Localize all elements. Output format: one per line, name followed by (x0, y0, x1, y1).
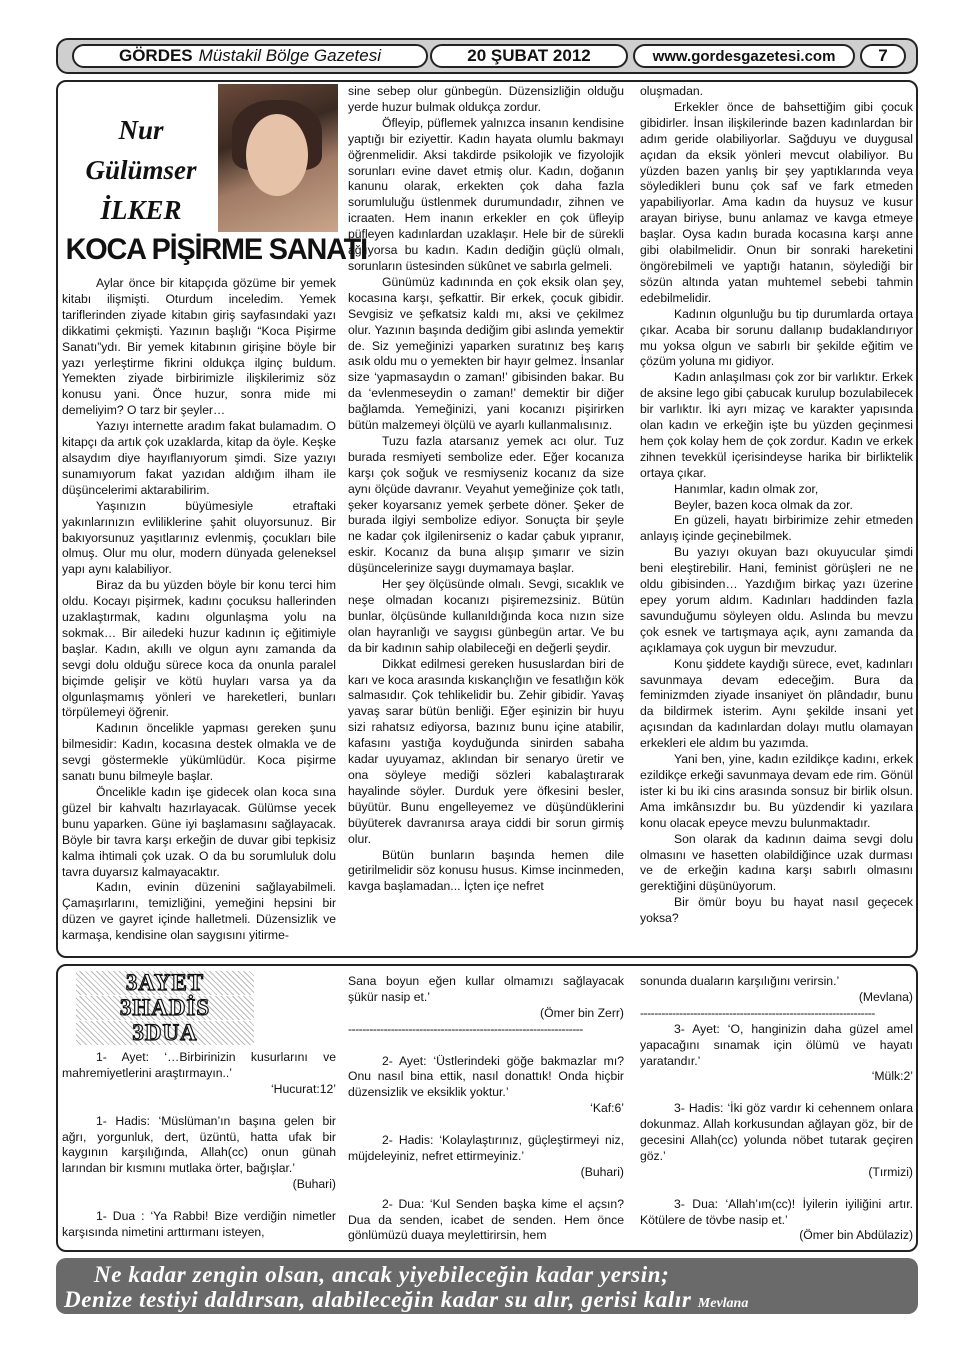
paragraph: Dikkat edilmesi gereken hususlardan biri de karı ve koca arasında kıskançlığın ve fesatlığın kök salmasıdır. Çok tehlikelidir bu. Zehir gibidir. Yavaş yavaş sarar bütün benliği. Eğer eşinizin bir huyu sizi rahatsız ediyorsa, bazınız bunu içine atabilir, kafasını yastığa koyduğunda sinirden sabaha kadar uyuyamaz, aklından bir senaryo üretir ve ona söyleye mediği sözleri kabalaştırarak hayalinde söyler. Durduk yere öfkesini besler, büyütür. Bunu engelleyemez ve düşündüklerini büyüterek davranırsa araya ciddi bir sorun girmiş olur. (348, 656, 624, 846)
author-photo (218, 84, 338, 232)
source-reference: (Ömer bin Zerr) (540, 1005, 624, 1020)
paragraph: En güzeli, hayatı birbirimize zehir etmeden anlayış içinde geçinebilmek. (640, 513, 913, 544)
paragraph: Bir ömür boyu bu hayat nasıl geçecek yoksa? (640, 895, 913, 926)
badge-line-ayet: 3AYET (76, 971, 254, 995)
paragraph: 1- Ayet: ‘…Birbirinizin kusurlarını ve mahremiyetlerini araştırmayın..’ (62, 1050, 336, 1080)
paragraph: 3- Ayet: ‘O, hanginizin daha güzel amel yapacağını sınamak için ölümü ve hayatı yaratandır.’ (640, 1021, 913, 1068)
divider: ------------------------------------------------------------------ (348, 1021, 583, 1036)
paragraph: Her şey ölçüsünde olmalı. Sevgi, sıcaklık ve neşe olmadan kocanızı pişiremezsiniz. Bütün bunlar, ölçüsünde kullanıldığında koca nızın size olan hayranlığı ve saygısı günbegün artar. Ve bu da bir kadının sahip olabileceği en değerli şeydir. (348, 577, 624, 655)
source-reference: (Tırmizi) (868, 1164, 913, 1179)
ayet-column-1 (62, 1050, 336, 1241)
badge-line-hadis: 3HADİS (76, 996, 254, 1020)
paragraph: Konu şiddete kaydığı sürece, evet, kadınları savunmaya devam edeceğim. Bura da feminizmden ziyade insaniyet ön plândadır, bunu da bildirmek isterim. Aynı şekilde insani yet açısından da kadınlardan dolayı mutlu olamayan erkekleri ele aldım bu yazımda. (640, 656, 913, 751)
paragraph: Öncelikle kadın işe gidecek olan koca sına güzel bir kahvaltı hazırlayacak. Gülümse yecek bunu yaparken. Güne iyi başlamasını sağlayacak. Böyle bir tavra karşı erkeğin de duvar gibi tepkisiz kalma ihtimali çok uzak. O da bu sorumluluk dolu tavra duyarsız kalmayacaktır. (62, 785, 336, 879)
ayet-column-2 (348, 974, 624, 1244)
paragraph: Günümüz kadınında en çok eksik olan şey, kocasına karşı, şefkattir. Bir erkek, çocuk gibidir. Sevgisiz ve şefkatsiz kaldı mı, aksi ve çekilmez olur. Yazının başında dediğim gibi aslında yemektir de. Siz yemeğinizi yaparken suratınız beş karış asık oldu mu o yemekten bir hayır gelmez. İnsanlar size ‘yapmasaydın o zaman!’ gibisinden bakar. Bu da ‘evlenmeseydin o zaman!’ demektir bir diğer bağlamda. Yemeğinizi, yani kocanızı pişirirken bütün malzemeyi ölçülü ve ayarlı kullanmalısınız. (348, 274, 624, 433)
paragraph: 1- Hadis: ‘Müslüman’ın başına gelen bir ağrı, yorgunluk, dert, üzüntü, hatta ufak bir kaygının karşılığında, Allah(cc) onun günah larından bir kısmını mutlaka örter, bağışlar.’ (62, 1113, 336, 1176)
paragraph: 3- Hadis: ‘İki göz vardır ki cehennem onlara dokunmaz. Allah korkusundan ağlayan göz, bir de gecesini Allah(cc) yolunda nöbet tutarak geçiren göz.’ (640, 1101, 913, 1163)
source-reference: (Mevlana) (858, 989, 913, 1004)
paper-subtitle: Müstakil Bölge Gazetesi (198, 46, 382, 65)
paragraph: Yaşınızın büyümesiyle etraftaki yakınlarınızın evliliklerine şahit oluyorsunuz. Bir bakıyorsunuz yaşıtlarınız evlenmiş, çocukları bile olmuş. Olur mu olur, modern dünyada geleneksel yapı aynı kalabiliyor. (62, 498, 336, 577)
article-column-3 (640, 84, 913, 927)
paragraph: Bütün bunların başında hemen dile getirilmelidir söz konusu husus. Kimse incinmeden, kavga başlamadan... İçten içe nefret (348, 847, 624, 894)
paper-name-pill (72, 44, 428, 68)
footer-quote-text: Denize testiyi daldırsan, alabileceğin kadar su alır, gerisi kalır (64, 1287, 692, 1312)
footer-quote-line-1: Ne kadar zengin olsan, ancak yiyebileceğin kadar yersin; (94, 1262, 670, 1287)
source-reference: (Buhari) (580, 1164, 624, 1179)
paragraph: Kadının olgunluğu bu tip durumlarda ortaya çıkar. Acaba bir sorunu dallanıp budaklandırıyor mu yoksa olgun ve sabırlı bir şekilde eğitim ve çözüm yoluna mı gidiyor. (640, 306, 913, 369)
author-first-name: Nur Gülümser (85, 115, 197, 185)
footer-quote-line-2 (64, 1287, 748, 1313)
paragraph: Sana boyun eğen kullar olmamızı sağlayacak şükür nasip et.’ (348, 974, 624, 1004)
paragraph: 2- Dua: ‘Kul Senden başka kime el açsın? Dua da senden, icabet de senden. Hem önce gönlümüzü duaya meylettirirsin, hem (348, 1196, 624, 1243)
paragraph: 3- Dua: ‘Allah’ım(cc)! İyilerin iyiliğini artır. Kötülere de tövbe nasip et.’ (640, 1196, 913, 1227)
paragraph: Tuzu fazla atarsanız yemek acı olur. Tuz burada resmiyeti sembolize eder. Eğer kocanıza karşı çok soğuk ve resmiyseniz kocanız da size aynı ölçüde davranır. Veyahut yemeğinize çok tatlı, şeker koyarsanız yemek şerbete döner. Şeker de burada ilgiyi sembolize ediyor. Sonuçta bir şeyle ne kadar çok ilgilenirseniz o kadar çabuk yıpranır, eskir. Kocanız da buna alışıp şımarır ve sizin düşüncelerinize saygı duymamaya başlar. (348, 433, 624, 576)
source-reference: (Buhari) (292, 1177, 336, 1192)
paragraph: Son olarak da kadının daima sevgi dolu olmasını ve hasetten olabildiğince uzak durması ve de erkeğin kadına karşı sabırlı olmasını gerektiğini düşünüyorum. (640, 831, 913, 894)
article-column-2 (348, 84, 624, 895)
footer-quote-signature: Mevlana (697, 1296, 749, 1311)
page-number-pill (860, 44, 906, 68)
ayet-column-3 (640, 974, 913, 1244)
author-name (66, 110, 216, 230)
page-header (56, 38, 918, 74)
paragraph: Öfleyip, püflemek yalnızca insanın kendisine yaptığı bir eziyettir. Kadın hayata olumlu bakmayı öğrenmelidir. Aksi takdirde psikolojik ve fizyolojik sorunları evine davet etmiş olur. Kadın, doğanın kanunu olarak, erkekten çok daha fazla sorumluluğu üstlenmek durumundadır, zihnen ve icraaten. Hem inanın erkekler en çok üfleyip püfleyen kadınlardan uzaklaşır. Hele bir de sürekli ağlıyorsa bu kadın. Kadın dediğin güçlü olmalı, sorunların üstesinden sükûnet ve sabırla gelmeli. (348, 115, 624, 273)
divider: ------------------------------------------------------------------ (640, 1005, 875, 1020)
source-reference: ‘Kaf:6’ (590, 1101, 624, 1116)
paragraph: Erkekler önce de bahsettiğim gibi çocuk gibidirler. İnsan ilişkilerinde bazen kadınlardan bir adım geride olabiliyorlar. Sağduyu ve duygusal açıdan da eksik yönleri mevcut olabiliyor. Bu yüzden bazen yanlış bir şey yaptıklarında veya söyledikleri bunu çok saf ve fark etmeden yapabiliyorlar. Ama kadın da huysuz ve kusur arayan biriyse, bunu anlamaz ve kavga etmeye başlar. Oysa kadın burada kocasına karşı anne gibi olabilmelidir. Onun bir sonraki hareketini öngörebilmeli ve yaptığı hatanın, söylediği bir sözün altında yatan muhtemel sebebi tahmin edebilmelidir. (640, 99, 913, 305)
source-reference: ‘Mülk:2’ (871, 1069, 913, 1084)
paragraph: 1- Dua : ‘Ya Rabbi! Bize verdiğin nimetler karşısında nimetini arttırmanı isteyen, (62, 1209, 336, 1239)
source-reference: (Ömer bin Abdülaziz) (799, 1228, 913, 1243)
paragraph: Kadının öncelikle yapması gereken şunu bilmesidir: Kadın, kocasına destek olmakla ve de sevgi göstermekle yükümlüdür. Koca pişirme sanatı bunu bilmeyle başlar. (62, 721, 336, 784)
paragraph: Yani ben, yine, kadın ezildikçe kadını, erkek ezildikçe erkeği savunmaya devam ede rim. Gönül ister ki bu iki cins arasında sonsuz bir birlik olsun. Ama imkânsızdır bu. Bu yüzdendir ki yazılara konu olacak epeyce mevzu bulunmaktadır. (640, 752, 913, 830)
issue-date: 20 ŞUBAT 2012 (467, 46, 591, 65)
article-title: KOCA PİŞİRME SANATI (65, 233, 367, 266)
author-last-name: İLKER (100, 195, 182, 225)
paragraph: Aylar önce bir kitapçıda gözüme bir yemek kitabı ilişmişti. Oturdum inceledim. Yemek tariflerinden ziyade kitabın giriş sayfasındaki yazı dikkatimi çekmişti. Yazının başlığı “Koca Pişirme Sanatı”ydı. Bir yemek kitabının girişine böyle bir yazı yerleştirme fikrini oldukça ilginç buldum. Yemekten ziyade birbirimizle ilişkilerimiz söz konusu yani. Önce huzur, sonra mide mi demeliyim? O tarz bir şeyler… (62, 276, 336, 418)
paragraph: 2- Ayet: ‘Üstlerindeki göğe bakmazlar mı? Onu nasıl bina ettik, nasıl donattık! Onda hiçbir düzensizlik ve eksiklik yoktur.’ (348, 1053, 624, 1100)
paragraph: Yazıyı internette aradım fakat bulamadım. O kitapçı da artık çok uzaklarda, kitap da öyle. Keşke alsaydım diye hayıflanıyorum şimdi. Size yazıyı sunamıyorum fakat yazıdan aldığım ilham ile düşüncelerimi aktarabilirim. (62, 419, 336, 497)
paragraph: Kadın anlaşılması çok zor bir varlıktır. Erkek de aksine lego gibi çabucak kurulup bozulabilecek bir varlıktır. İki ayrı mizaç ve karakter yapısında olan kadın ve erkeğin işte bu yüzden geçinmesi hem çok kolay hem de çok zordur. Kadın ve erkek zihnen tevekkül içerisindeyse harika bir birliktelik ortaya çıkar. (640, 370, 913, 480)
paragraph: Beyler, bazen koca olmak da zor. (674, 497, 853, 512)
paragraph: Bu yazıyı okuyan bazı okuyucular şimdi beni eleştirebilir. Hani, feminist görüşleri ne ne oldu gibisinden… Yazdığım birkaç yazı üzerine epey yorum aldım. Kadınları haddinden fazla savunduğumu söyleyen oldu. Aslında bu mevzu çok esnek ve tartışmaya açık, aynı zamanda da açıklamaya çok uygun bir mevzudur. (640, 545, 913, 655)
ayet-hadis-dua-badge (76, 970, 254, 1050)
source-reference: ‘Hucurat:12’ (270, 1081, 336, 1096)
date-pill (430, 44, 628, 68)
paragraph: 2- Hadis: ‘Kolaylaştırınız, güçleştirmeyi niz, müjdeleyiniz, nefret ettirmeyiniz.’ (348, 1133, 624, 1163)
paragraph: sine sebep olur günbegün. Düzensizliğin olduğu yerde huzur bulmak oldukça zordur. (348, 84, 624, 114)
website-link[interactable]: www.gordesgazetesi.com (652, 47, 836, 65)
badge-line-dua: 3DUA (76, 1021, 254, 1045)
paragraph: Kadın, evinin düzenini sağlayabilmeli. Çamaşırlarını, temizliğini, yemeğini hepsini bir düzen ve gayret içinde halletmeli. Düzensizlik ve karmaşa, kendisine olan saygısını yitirme- (62, 880, 336, 943)
footer-quote-banner (56, 1258, 918, 1314)
paragraph: Hanımlar, kadın olmak zor, (674, 481, 819, 496)
paragraph: oluşmadan. (640, 84, 704, 98)
website-pill (633, 44, 855, 68)
paragraph: Biraz da bu yüzden böyle bir konu terci him oldu. Kocayı pişirmek, kadını çocuksu hallerinden uzaklaştırmak, kadını olgunlaşma yolu na sokmak… Bir ailedeki huzur kadının iç eğitimiyle başlar. Kadın, akıllı ve olgun aynı zamanda da sevgi dolu olduğu sürece koca da onunla paralel biçimde gelişir ve kötü huyları varsa ya da olgunlaşmamış yönleri ve hareketleri, bunları törpülemeyi öğrenir. (62, 578, 336, 720)
page-number: 7 (878, 46, 888, 65)
article-column-1 (62, 276, 336, 944)
paragraph: sonunda duaların karşılığını verirsin.’ (640, 974, 840, 988)
paper-name: GÖRDES (118, 46, 193, 65)
